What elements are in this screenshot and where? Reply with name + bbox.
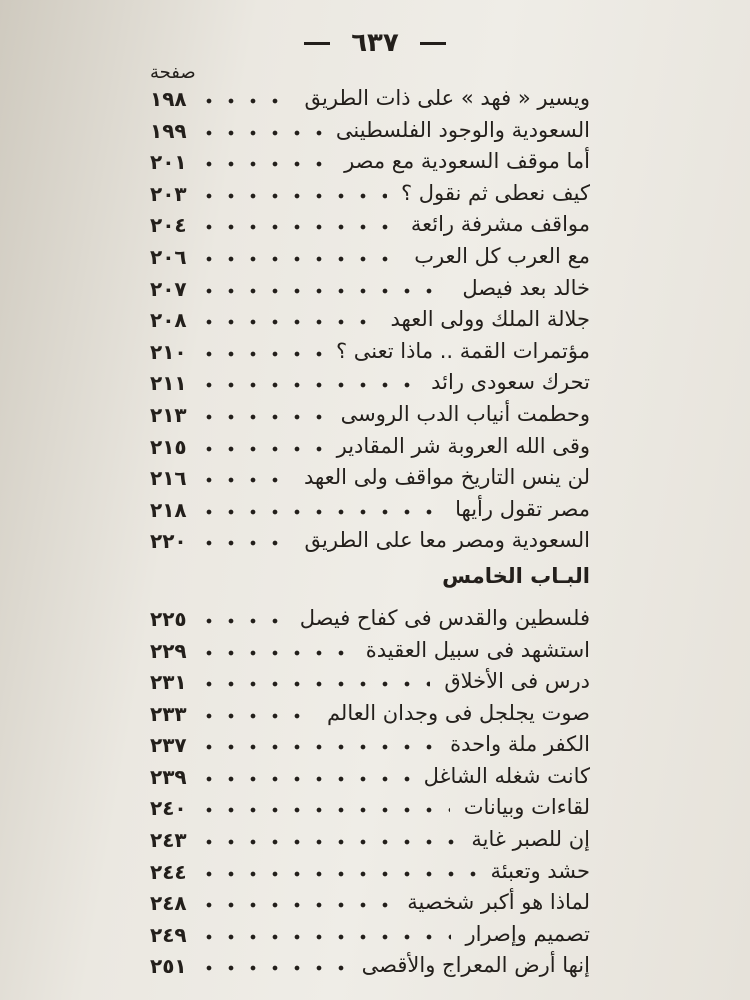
toc-entry-page: ٢٣٧ xyxy=(150,733,187,758)
toc-entry-page: ٢٤٩ xyxy=(150,922,187,947)
dot-leader xyxy=(198,744,436,750)
dot-leader xyxy=(198,618,286,624)
toc-entry xyxy=(150,82,590,114)
toc-entry-page: ٢٣٣ xyxy=(150,701,187,726)
toc-entry xyxy=(150,697,590,729)
toc-entry xyxy=(150,918,590,950)
toc-entry-page: ٢١٦ xyxy=(150,466,187,491)
toc-entry-page: ٢٤٣ xyxy=(150,828,187,853)
toc-entry-title: استشهد فى سبيل العقيدة xyxy=(365,637,590,662)
toc-entry-page: ١٩٨ xyxy=(150,87,187,111)
toc-entry-title: مواقف مشرفة رائعة xyxy=(410,212,590,237)
toc-entry-title: جلالة الملك وولى العهد xyxy=(390,307,590,332)
toc-entry xyxy=(150,855,590,887)
toc-entry xyxy=(150,303,590,335)
dot-leader xyxy=(198,351,322,357)
toc-entry xyxy=(150,114,590,146)
dot-leader xyxy=(198,902,393,908)
dot-leader xyxy=(198,650,352,656)
page-number xyxy=(0,28,750,58)
toc-entry xyxy=(150,791,590,823)
dot-leader xyxy=(198,776,410,782)
toc-entry xyxy=(150,493,590,525)
dot-leader xyxy=(198,540,291,546)
toc-entry xyxy=(150,272,590,304)
dot-leader xyxy=(198,256,400,262)
dot-leader xyxy=(198,871,477,877)
toc-entry-title: مؤتمرات القمة .. ماذا تعنى ؟ xyxy=(335,338,590,363)
dot-leader xyxy=(198,224,397,230)
toc-entry xyxy=(150,634,590,666)
toc-entry xyxy=(150,461,590,493)
toc-entry-page: ٢٠٦ xyxy=(150,244,187,269)
toc-entry-title: لن ينس التاريخ مواقف ولى العهد xyxy=(303,465,590,490)
dot-leader xyxy=(198,509,441,515)
toc-entry xyxy=(150,886,590,918)
toc-entry xyxy=(150,524,590,556)
dot-leader xyxy=(198,319,377,325)
toc-entry xyxy=(150,335,590,367)
toc-entry xyxy=(150,366,590,398)
dot-leader xyxy=(198,382,417,388)
toc-entry xyxy=(150,145,590,177)
toc-entry-page: ٢١٠ xyxy=(150,339,187,364)
toc-entry-page: ٢١٨ xyxy=(150,497,187,522)
dot-leader xyxy=(198,414,327,420)
toc-entry-page: ٢٠٤ xyxy=(150,213,187,238)
toc-entry-title: كانت شغله الشاغل xyxy=(423,763,590,788)
toc-entry-title: مصر تقول رأيها xyxy=(455,496,590,521)
toc-entry-page: ٢١٣ xyxy=(150,402,187,427)
dot-leader xyxy=(198,446,323,452)
toc-entry-title: تحرك سعودى رائد xyxy=(431,370,590,395)
chapter-heading-title: البـاب الخامس xyxy=(442,563,590,588)
toc-entry-title: السعودية والوجود الفلسطينى xyxy=(335,117,590,142)
toc-entry xyxy=(150,665,590,697)
toc-entry-title: وحطمت أنياب الدب الروسى xyxy=(340,401,590,426)
toc-entry xyxy=(150,823,590,855)
dot-leader xyxy=(198,130,322,136)
toc-entry-page: ٢٠١ xyxy=(150,150,187,175)
toc-entry-title: كيف نعطى ثم نقول ؟ xyxy=(400,180,590,205)
toc-entry-title: تصميم وإصرار xyxy=(465,921,590,946)
chapter-heading xyxy=(150,556,590,602)
toc-entry-title: ويسير « فهد » على ذات الطريق xyxy=(304,86,590,110)
toc-entry-title: أما موقف السعودية مع مصر xyxy=(344,149,590,174)
toc-entry-page: ٢٢٩ xyxy=(150,638,187,663)
toc-entry xyxy=(150,760,590,792)
toc-entry-page: ٢٢٥ xyxy=(150,606,187,631)
dot-leader xyxy=(198,839,457,845)
table-of-contents xyxy=(150,82,590,981)
toc-entry xyxy=(150,728,590,760)
page-column-header: صفحة xyxy=(150,62,196,83)
dot-leader xyxy=(198,193,387,199)
toc-entry xyxy=(150,208,590,240)
dot-leader xyxy=(198,807,450,813)
toc-entry-page: ٢٤٠ xyxy=(150,796,187,821)
toc-entry-title: درس فى الأخلاق xyxy=(444,669,590,694)
toc-entry-page: ٢٥١ xyxy=(150,954,187,979)
toc-entry-page: ٢٢٠ xyxy=(150,529,187,554)
toc-entry-page: ١٩٩ xyxy=(150,118,187,143)
toc-entry-page: ٢٠٧ xyxy=(150,276,187,301)
toc-entry xyxy=(150,177,590,209)
toc-entry-title: إن للصبر غاية xyxy=(471,827,590,852)
toc-entry xyxy=(150,398,590,430)
toc-entry-title: خالد بعد فيصل xyxy=(462,275,590,300)
toc-entry-page: ٢٠٣ xyxy=(150,181,187,206)
toc-entry xyxy=(150,949,590,981)
toc-entry-page: ٢٣٩ xyxy=(150,764,187,789)
dot-leader xyxy=(198,681,430,687)
toc-entry xyxy=(150,602,590,634)
toc-entry-title: السعودية ومصر معا على الطريق xyxy=(304,528,590,553)
toc-entry-page: ٢١٥ xyxy=(150,434,187,459)
toc-entry-title: حشد وتعبئة xyxy=(490,858,590,883)
toc-entry-page: ٢٣١ xyxy=(150,670,187,695)
toc-entry-page: ٢١١ xyxy=(150,371,187,396)
dot-leader xyxy=(198,934,451,940)
toc-entry-title: صوت يجلجل فى وجدان العالم xyxy=(326,700,590,725)
toc-entry-page: ٢٠٨ xyxy=(150,308,187,333)
dot-leader xyxy=(198,98,291,104)
toc-entry-title: لماذا هو أكبر شخصية xyxy=(407,890,590,915)
page-number-text: ٦٣٧ xyxy=(351,28,399,58)
toc-entry xyxy=(150,240,590,272)
toc-entry-title: فلسطين والقدس فى كفاح فيصل xyxy=(299,605,590,630)
dot-leader xyxy=(198,713,313,719)
toc-entry-page: ٢٤٤ xyxy=(150,859,187,884)
toc-entry-title: مع العرب كل العرب xyxy=(414,243,590,268)
dot-leader xyxy=(198,161,330,167)
toc-entry-title: وقى الله العروبة شر المقادير xyxy=(336,433,590,458)
toc-entry xyxy=(150,430,590,462)
page-number-dash-left xyxy=(304,42,330,45)
dot-leader xyxy=(198,965,348,971)
toc-entry-title: إنها أرض المعراج والأقصى xyxy=(361,953,590,978)
page-number-dash-right xyxy=(420,42,446,45)
toc-entry-title: الكفر ملة واحدة xyxy=(450,732,590,757)
dot-leader xyxy=(198,288,448,294)
dot-leader xyxy=(198,477,290,483)
toc-entry-page: ٢٤٨ xyxy=(150,891,187,916)
toc-entry-title: لقاءات وبيانات xyxy=(463,795,590,820)
